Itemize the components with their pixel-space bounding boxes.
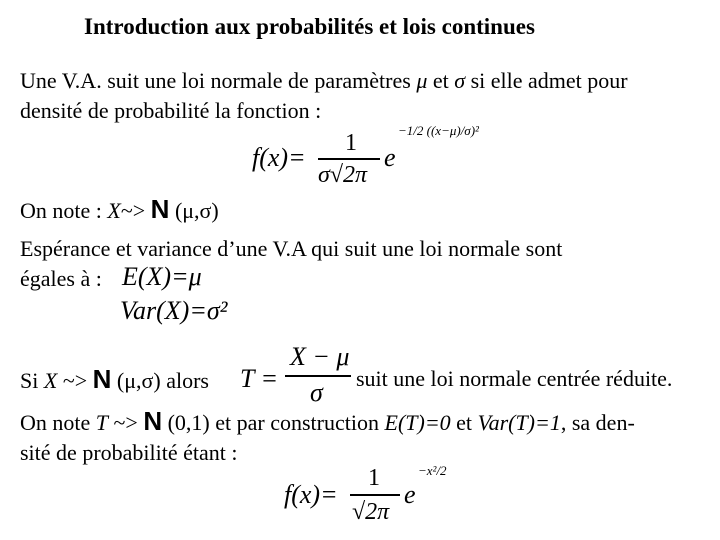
si-alors: alors — [166, 368, 209, 393]
note2-ET: E(T)=0 — [384, 410, 451, 435]
T-fraction-bar — [285, 375, 351, 377]
T-denominator: σ — [310, 378, 323, 407]
para1-et: et — [432, 68, 449, 93]
note1-prefix: On note : — [20, 198, 108, 223]
note2-VarT: Var(T)=1 — [477, 410, 561, 435]
formula1-exponent: −1/2 ((x−μ)/σ)² — [398, 123, 479, 138]
note2-et: et — [456, 410, 473, 435]
T-numerator: X − μ — [290, 342, 350, 371]
formula1-lhs: f(x)= — [252, 143, 306, 172]
formula2-base: e — [404, 480, 416, 509]
si-tilde: ~> — [62, 368, 88, 393]
note2-tilde: ~> — [113, 410, 138, 435]
formula2-lhs: f(x)= — [284, 480, 338, 509]
si-word: Si — [20, 368, 39, 393]
para2-line1: Espérance et variance d’une V.A qui suit une loi normale sont — [20, 236, 563, 261]
para1-line2: densité de probabilité la fonction : — [20, 98, 322, 123]
si-line-left — [20, 366, 209, 394]
si-line-rest: suit une loi normale centrée réduite. — [356, 366, 673, 391]
formula1-base: e — [384, 143, 396, 172]
note2-normal-law-symbol: N — [143, 406, 163, 436]
para2-line2: égales à : — [20, 266, 102, 291]
note1-params: (μ,σ) — [174, 198, 219, 223]
expectation-formula: E(X)=μ — [122, 262, 202, 291]
note2-line2: sité de probabilité étant : — [20, 440, 238, 465]
note2-text-b: , sa den- — [560, 410, 635, 435]
formula2-numerator: 1 — [368, 465, 380, 491]
T-lhs: T = — [240, 364, 279, 393]
sigma-symbol: σ — [454, 68, 466, 93]
formula2-fraction-bar — [350, 494, 400, 496]
para1-text-a: Une V.A. suit une loi normale de paramètres — [20, 68, 411, 93]
formula1-denominator: σ√2π — [318, 162, 368, 188]
note2-text-a: et par construction — [215, 410, 379, 435]
para1-text-b: si elle admet pour — [470, 68, 628, 93]
formula2-exponent: −x²/2 — [418, 463, 447, 478]
para1-line1 — [20, 68, 628, 94]
formula1-numerator: 1 — [345, 130, 357, 156]
note1-var: X — [107, 198, 121, 223]
note2-line1 — [20, 408, 635, 436]
variance-formula: Var(X)=σ² — [120, 296, 228, 325]
note2-prefix: On note — [20, 410, 91, 435]
note2-T: T — [95, 410, 109, 435]
normal-law-symbol: N — [150, 194, 170, 224]
note1-tilde: ~> — [120, 198, 146, 223]
si-normal-law-symbol: N — [92, 364, 112, 394]
si-var: X — [43, 368, 58, 393]
si-params: (μ,σ) — [116, 368, 161, 393]
page-title: Introduction aux probabilités et lois continues — [84, 14, 535, 39]
note1-line — [20, 196, 219, 224]
formula2-denominator: √2π — [352, 499, 390, 525]
note2-params: (0,1) — [167, 410, 210, 435]
mu-symbol: μ — [416, 68, 428, 93]
